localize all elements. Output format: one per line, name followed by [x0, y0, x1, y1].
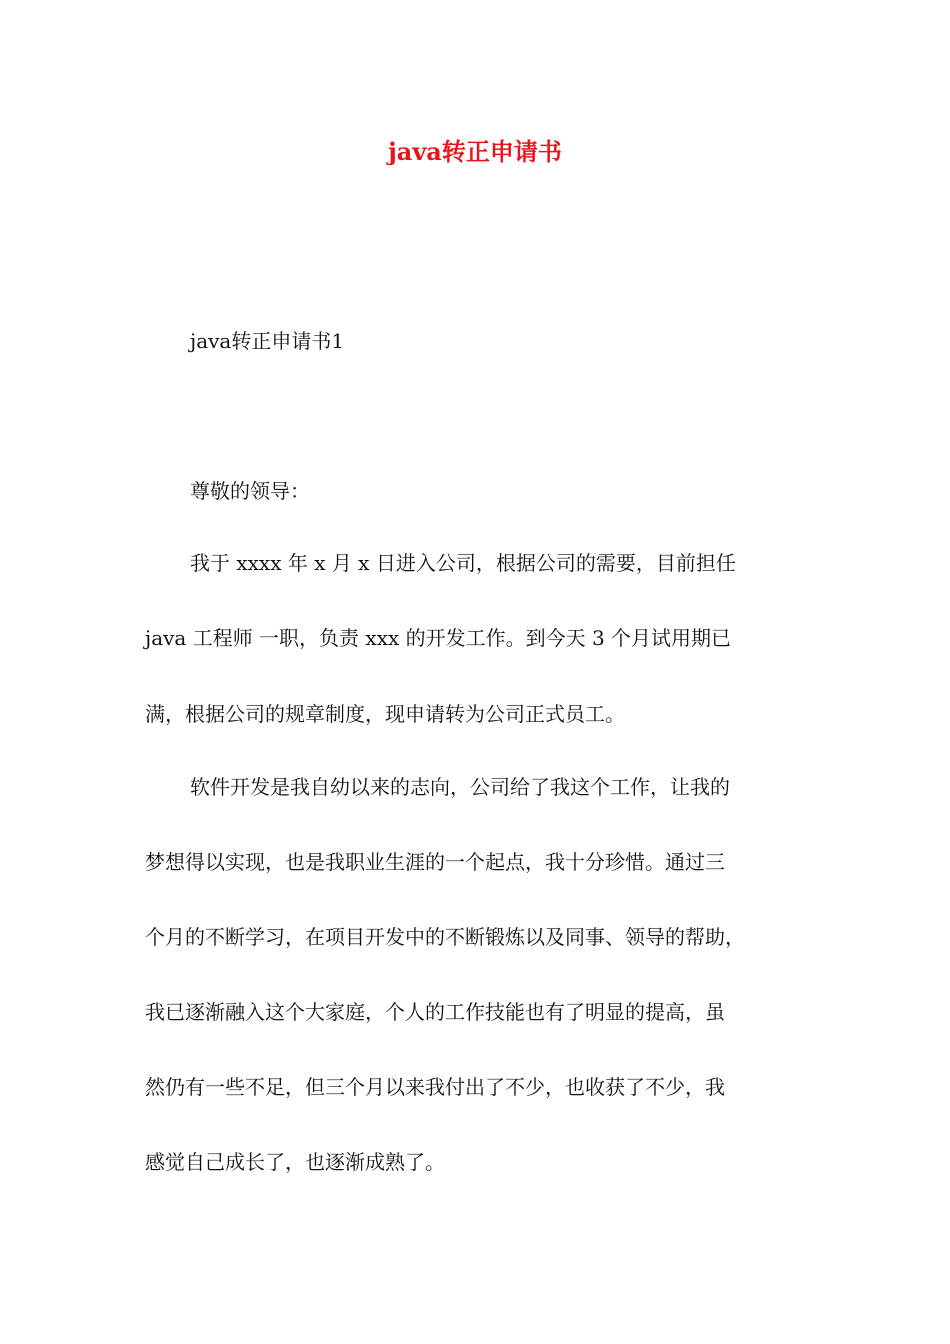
document-title: java转正申请书: [388, 137, 562, 166]
paragraph-2-line-2: 梦想得以实现，也是我职业生涯的一个起点，我十分珍惜。通过三: [145, 850, 725, 874]
paragraph-1-line-3: 满，根据公司的规章制度，现申请转为公司正式员工。: [145, 702, 625, 726]
paragraph-2-line-6: 感觉自己成长了，也逐渐成熟了。: [145, 1150, 445, 1174]
salutation: 尊敬的领导：: [190, 479, 310, 503]
paragraph-2-line-3: 个月的不断学习，在项目开发中的不断锻炼以及同事、领导的帮助，: [145, 925, 745, 949]
paragraph-1-line-1: 我于 xxxx 年 x 月 x 日进入公司，根据公司的需要，目前担任: [190, 551, 736, 575]
paragraph-2-line-5: 然仍有一些不足，但三个月以来我付出了不少，也收获了不少，我: [145, 1075, 725, 1099]
paragraph-1-line-2: java 工程师 一职，负责 xxx 的开发工作。到今天 3 个月试用期已: [145, 626, 732, 650]
section-heading: java转正申请书1: [190, 329, 345, 353]
paragraph-2-line-1: 软件开发是我自幼以来的志向，公司给了我这个工作，让我的: [190, 775, 730, 799]
paragraph-2-line-4: 我已逐渐融入这个大家庭，个人的工作技能也有了明显的提高，虽: [145, 1000, 725, 1024]
